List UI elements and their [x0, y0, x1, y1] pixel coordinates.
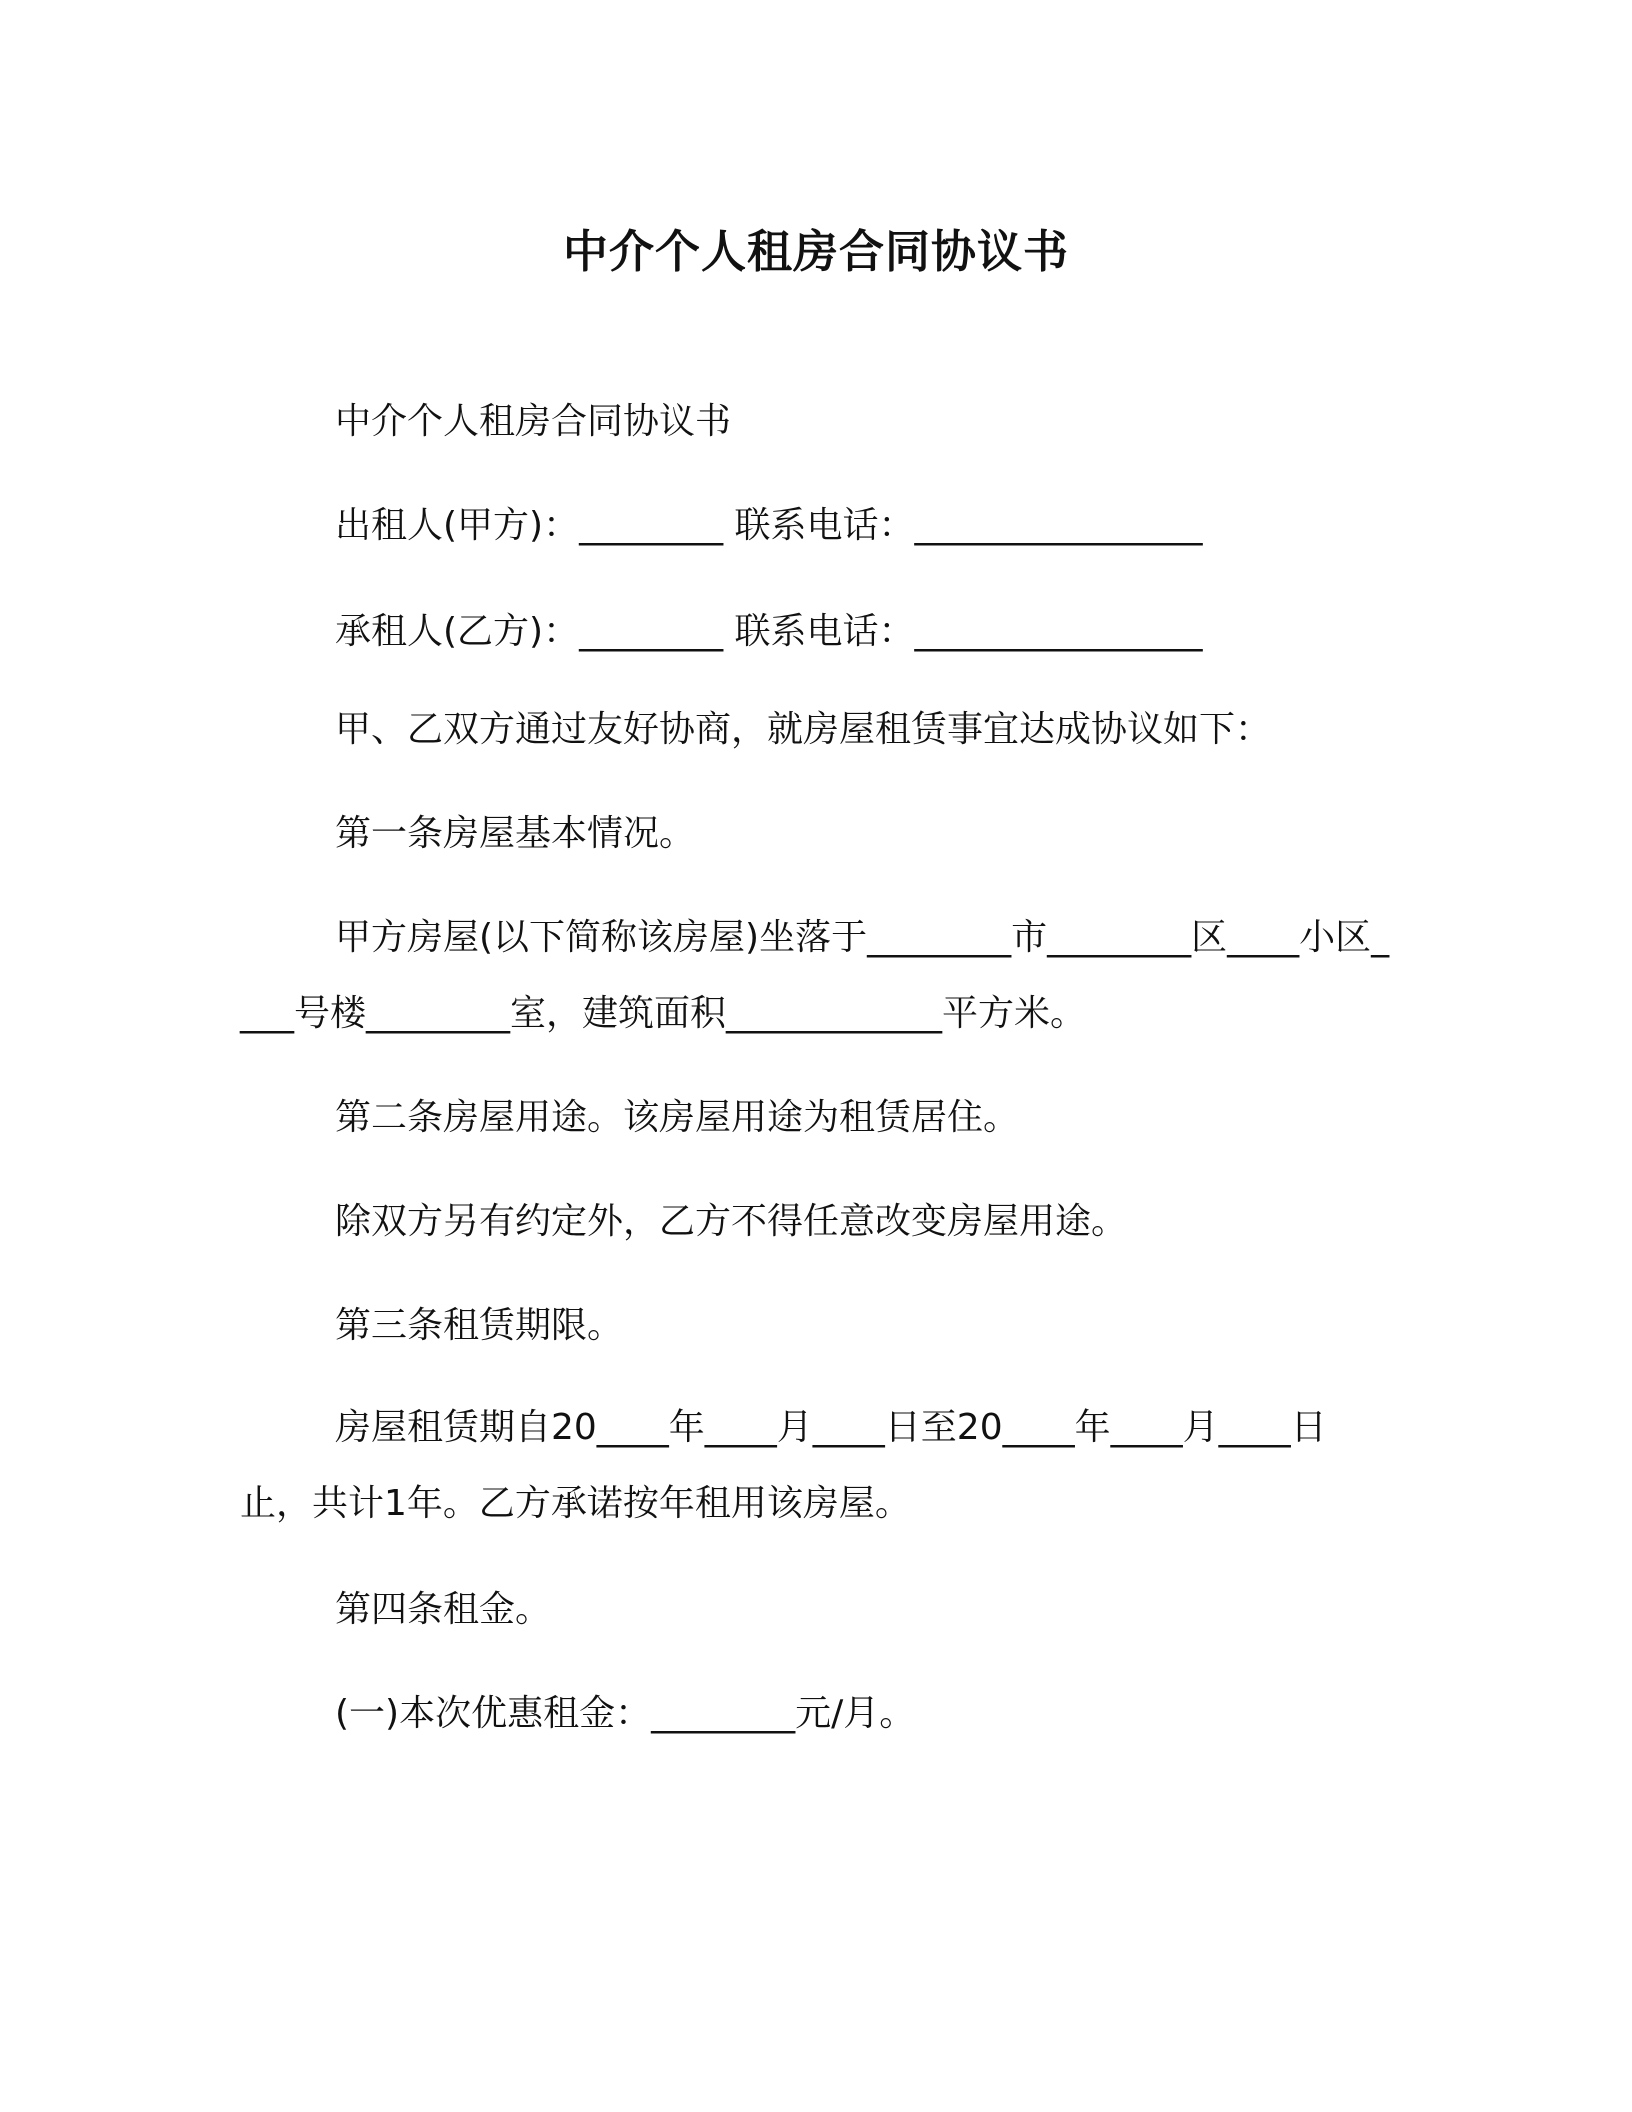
- document-title: 中介个人租房合同协议书: [562, 225, 1069, 278]
- lease-term-paragraph: 房屋租赁期自20____年____月____日至20____年____月____日止，共计1年。乙方承诺按年租用该房屋。: [240, 1407, 1327, 1524]
- subtitle-line: 中介个人租房合同协议书: [335, 401, 732, 442]
- article-four-heading: 第四条租金。: [335, 1589, 552, 1630]
- lessor-line: 出租人(甲方)：________ 联系电话：________________: [335, 505, 1203, 546]
- rent-amount-line: (一)本次优惠租金：________元/月。: [335, 1693, 916, 1734]
- article-three-heading: 第三条租赁期限。: [335, 1305, 624, 1346]
- lessee-line: 承租人(乙方)：________ 联系电话：________________: [335, 611, 1203, 652]
- usage-restriction-line: 除双方另有约定外，乙方不得任意改变房屋用途。: [335, 1201, 1128, 1242]
- agreement-intro-line: 甲、乙双方通过友好协商，就房屋租赁事宜达成协议如下：: [335, 709, 1272, 750]
- property-location-paragraph: 甲方房屋(以下简称该房屋)坐落于________市________区____小区____号楼________室，建筑面积____________平方米。: [240, 917, 1390, 1034]
- article-one-heading: 第一条房屋基本情况。: [335, 813, 696, 854]
- article-two-heading: 第二条房屋用途。该房屋用途为租赁居住。: [335, 1097, 1020, 1138]
